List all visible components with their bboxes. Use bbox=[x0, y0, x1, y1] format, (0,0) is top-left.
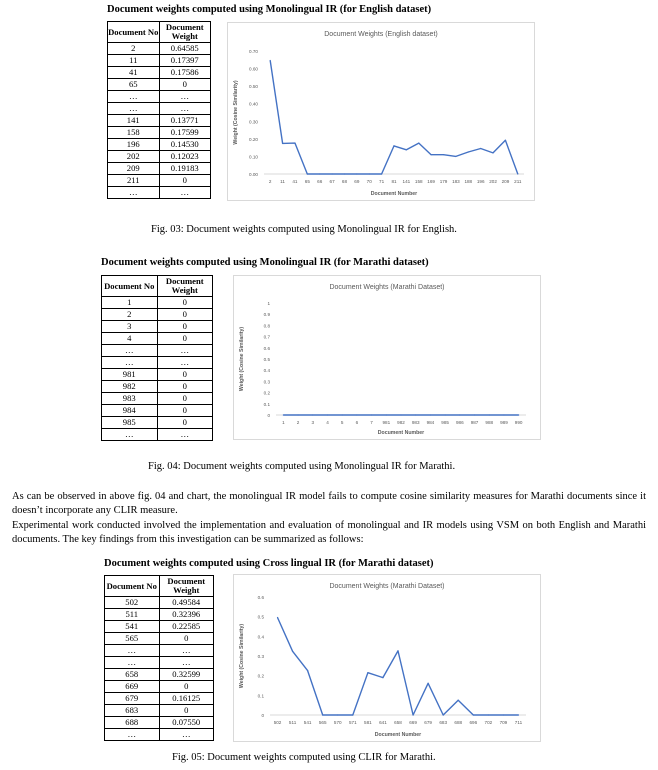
x-tick-label: 5 bbox=[340, 420, 344, 425]
table-row bbox=[108, 127, 211, 139]
table-row bbox=[102, 417, 213, 429]
doc-no-cell: 2 bbox=[102, 309, 158, 321]
doc-weight-cell: 0.17599 bbox=[159, 127, 211, 139]
table-row bbox=[105, 729, 214, 741]
x-tick-label: 202 bbox=[489, 179, 497, 184]
doc-weight-cell: 0.64585 bbox=[159, 43, 211, 55]
column-header-doc-no: Document No bbox=[108, 22, 160, 43]
doc-weight-cell: … bbox=[159, 103, 211, 115]
x-tick-label: 679 bbox=[424, 720, 432, 725]
x-tick-label: 541 bbox=[303, 720, 312, 725]
body-paragraph-1: As can be observed in above fig. 04 and chart, the monolingual IR model fails to compute cosine similarity measures for Marathi documents since it doesn’t incorporate any CLIR measure. bbox=[12, 491, 646, 516]
data-point bbox=[344, 173, 345, 174]
y-tick-label: 0.8 bbox=[263, 323, 270, 329]
doc-no-cell: 2 bbox=[108, 43, 160, 55]
fig3-section-title: Document weights computed using Monolingual IR (for English dataset) bbox=[107, 4, 432, 15]
data-point bbox=[518, 714, 519, 715]
data-point bbox=[518, 414, 519, 415]
y-tick-label: 0.6 bbox=[263, 345, 270, 351]
fig3-caption: Fig. 03: Document weights computed using Monolingual IR for English. bbox=[151, 224, 457, 235]
table-header-row bbox=[108, 22, 211, 43]
doc-weight-cell: 0 bbox=[159, 633, 214, 645]
table-row bbox=[105, 717, 214, 729]
y-tick-label: 0.5 bbox=[263, 357, 270, 362]
doc-weight-cell: 0 bbox=[157, 381, 213, 393]
data-point bbox=[294, 142, 295, 143]
doc-weight-cell: 0 bbox=[157, 393, 213, 405]
table-row bbox=[102, 357, 213, 369]
doc-weight-cell: 0 bbox=[157, 405, 213, 417]
y-tick-label: 0.50 bbox=[249, 84, 258, 90]
x-tick-label: 7 bbox=[370, 420, 373, 425]
doc-weight-cell: 0 bbox=[159, 705, 214, 717]
doc-no-cell: 502 bbox=[105, 597, 160, 609]
table-header-row bbox=[102, 276, 213, 297]
data-point bbox=[331, 173, 332, 174]
data-point bbox=[503, 714, 504, 715]
doc-weight-cell: … bbox=[159, 729, 214, 741]
doc-weight-cell: 0.16125 bbox=[159, 693, 214, 705]
x-tick-label: 81 bbox=[391, 179, 397, 184]
x-tick-label: 711 bbox=[514, 720, 523, 725]
x-tick-label: 69 bbox=[354, 179, 360, 184]
fig4-chart bbox=[233, 275, 541, 440]
x-tick-label: 683 bbox=[439, 720, 448, 725]
chart-title: Document Weights (Marathi Dataset) bbox=[329, 284, 445, 291]
column-header-doc-no: Document No bbox=[105, 576, 160, 597]
x-tick-label: 641 bbox=[379, 720, 387, 725]
doc-weight-cell: 0.17586 bbox=[159, 67, 211, 79]
x-tick-label: 209 bbox=[501, 179, 510, 184]
x-tick-label: 70 bbox=[366, 179, 372, 184]
y-tick-label: 0.20 bbox=[249, 136, 258, 142]
doc-no-cell: … bbox=[102, 429, 158, 441]
doc-no-cell: … bbox=[108, 91, 160, 103]
data-point bbox=[381, 173, 382, 174]
x-tick-label: 570 bbox=[333, 720, 342, 725]
x-tick-label: 68 bbox=[341, 179, 348, 184]
x-tick-label: 511 bbox=[288, 720, 297, 725]
table-row bbox=[108, 187, 211, 199]
data-line bbox=[278, 618, 519, 716]
data-point bbox=[468, 151, 469, 152]
table-row bbox=[105, 633, 214, 645]
data-point bbox=[342, 414, 343, 415]
y-tick-label: 0.5 bbox=[257, 614, 264, 620]
doc-no-cell: … bbox=[105, 645, 160, 657]
table-row bbox=[105, 693, 214, 705]
table-row bbox=[105, 597, 214, 609]
data-point bbox=[445, 414, 446, 415]
x-axis-title: Document Number bbox=[374, 732, 422, 738]
x-tick-label: 984 bbox=[426, 420, 435, 425]
y-tick-label: 0.2 bbox=[257, 673, 264, 679]
data-point bbox=[418, 142, 419, 143]
doc-no-cell: 4 bbox=[102, 333, 158, 345]
table-row bbox=[108, 67, 211, 79]
doc-no-cell: 211 bbox=[108, 175, 160, 187]
x-tick-label: 71 bbox=[379, 179, 385, 184]
fig4-section-title: Document weights computed using Monolingual IR (for Marathi dataset) bbox=[101, 257, 429, 268]
x-tick-label: 183 bbox=[452, 179, 460, 184]
doc-weight-cell: 0 bbox=[157, 417, 213, 429]
table-header-row bbox=[105, 576, 214, 597]
x-tick-label: 502 bbox=[273, 720, 282, 725]
y-tick-label: 0.2 bbox=[263, 390, 270, 396]
doc-no-cell: 511 bbox=[105, 609, 160, 621]
data-point bbox=[282, 143, 283, 144]
doc-weight-cell: … bbox=[157, 345, 213, 357]
chart-title: Document Weights (English dataset) bbox=[324, 31, 438, 38]
doc-no-cell: 1 bbox=[102, 297, 158, 309]
x-tick-label: 989 bbox=[500, 420, 508, 425]
y-tick-label: 1 bbox=[267, 301, 270, 306]
table-row bbox=[108, 91, 211, 103]
x-tick-label: 179 bbox=[439, 179, 448, 184]
x-tick-label: 696 bbox=[469, 720, 478, 725]
table-row bbox=[108, 175, 211, 187]
doc-weight-cell: 0 bbox=[157, 321, 213, 333]
y-axis-title: Weight (Cosine Similarity) bbox=[239, 326, 245, 392]
data-point bbox=[503, 414, 504, 415]
table-row bbox=[108, 55, 211, 67]
data-point bbox=[297, 414, 298, 415]
y-tick-label: 0.40 bbox=[249, 101, 258, 107]
data-point bbox=[382, 677, 383, 678]
fig5-section-title: Document weights computed using Cross lingual IR (for Marathi dataset) bbox=[104, 558, 434, 569]
doc-no-cell: … bbox=[105, 729, 160, 741]
x-tick-label: 141 bbox=[402, 179, 411, 184]
table-row bbox=[105, 705, 214, 717]
table-row bbox=[105, 657, 214, 669]
x-tick-label: 981 bbox=[382, 420, 391, 425]
x-tick-label: 669 bbox=[409, 720, 417, 725]
data-point bbox=[459, 414, 460, 415]
table-row bbox=[105, 621, 214, 633]
doc-weight-cell: 0.14530 bbox=[159, 139, 211, 151]
table-row bbox=[102, 321, 213, 333]
doc-weight-cell: … bbox=[159, 657, 214, 669]
x-tick-label: 688 bbox=[454, 720, 463, 725]
x-tick-label: 658 bbox=[394, 720, 402, 725]
table-row bbox=[102, 309, 213, 321]
doc-weight-cell: 0 bbox=[159, 175, 211, 187]
x-tick-label: 211 bbox=[514, 179, 522, 184]
doc-weight-cell: 0 bbox=[157, 369, 213, 381]
x-tick-label: 188 bbox=[464, 179, 473, 184]
data-point bbox=[277, 617, 278, 618]
doc-no-cell: 141 bbox=[108, 115, 160, 127]
doc-no-cell: 196 bbox=[108, 139, 160, 151]
doc-no-cell: 158 bbox=[108, 127, 160, 139]
data-point bbox=[406, 149, 407, 150]
data-point bbox=[492, 152, 493, 153]
doc-no-cell: 679 bbox=[105, 693, 160, 705]
doc-weight-cell: 0 bbox=[159, 681, 214, 693]
doc-no-cell: 683 bbox=[105, 705, 160, 717]
data-point bbox=[400, 414, 401, 415]
doc-weight-cell: … bbox=[157, 429, 213, 441]
data-point bbox=[307, 173, 308, 174]
x-tick-label: 11 bbox=[280, 179, 285, 184]
doc-no-cell: 209 bbox=[108, 163, 160, 175]
y-tick-label: 0.6 bbox=[257, 595, 264, 600]
data-point bbox=[473, 714, 474, 715]
data-point bbox=[443, 714, 444, 715]
data-point bbox=[480, 148, 481, 149]
doc-weight-cell: 0 bbox=[157, 297, 213, 309]
table-row bbox=[105, 609, 214, 621]
x-tick-label: 41 bbox=[292, 179, 298, 184]
x-tick-label: 988 bbox=[485, 420, 494, 425]
data-point bbox=[369, 173, 370, 174]
data-point bbox=[352, 714, 353, 715]
fig4-weights-table bbox=[101, 275, 213, 441]
y-tick-label: 0.1 bbox=[263, 401, 270, 407]
data-point bbox=[292, 651, 293, 652]
doc-no-cell: 688 bbox=[105, 717, 160, 729]
y-tick-label: 0.60 bbox=[249, 66, 258, 72]
data-point bbox=[312, 414, 313, 415]
y-tick-label: 0.7 bbox=[263, 334, 270, 340]
fig5-caption: Fig. 05: Document weights computed using CLIR for Marathi. bbox=[172, 752, 436, 763]
data-point bbox=[458, 700, 459, 701]
fig5-chart bbox=[233, 574, 541, 742]
table-row bbox=[102, 297, 213, 309]
doc-no-cell: … bbox=[102, 357, 158, 369]
y-tick-label: 0.4 bbox=[263, 368, 270, 374]
x-tick-label: 4 bbox=[326, 420, 329, 425]
y-tick-label: 0.4 bbox=[257, 634, 264, 640]
data-point bbox=[270, 60, 271, 61]
data-point bbox=[367, 672, 368, 673]
doc-weight-cell: 0.32599 bbox=[159, 669, 214, 681]
doc-no-cell: 3 bbox=[102, 321, 158, 333]
x-tick-label: 986 bbox=[455, 420, 464, 425]
table-row bbox=[102, 369, 213, 381]
table-row bbox=[102, 405, 213, 417]
column-header-doc-weight: Document Weight bbox=[159, 576, 214, 597]
table-row bbox=[102, 381, 213, 393]
doc-weight-cell: 0.12023 bbox=[159, 151, 211, 163]
x-axis-title: Document Number bbox=[370, 191, 418, 197]
data-point bbox=[428, 683, 429, 684]
table-row bbox=[108, 115, 211, 127]
data-point bbox=[474, 414, 475, 415]
chart-title: Document Weights (Marathi Dataset) bbox=[329, 583, 445, 590]
data-point bbox=[443, 154, 444, 155]
x-tick-label: 66 bbox=[317, 179, 323, 184]
data-point bbox=[455, 156, 456, 157]
x-tick-label: 565 bbox=[318, 720, 327, 725]
x-tick-label: 158 bbox=[414, 179, 423, 184]
data-point bbox=[319, 173, 320, 174]
doc-no-cell: 984 bbox=[102, 405, 158, 417]
y-tick-label: 0.10 bbox=[249, 154, 258, 160]
doc-no-cell: … bbox=[108, 103, 160, 115]
data-point bbox=[505, 140, 506, 141]
y-tick-label: 0.3 bbox=[263, 379, 270, 385]
doc-no-cell: 11 bbox=[108, 55, 160, 67]
fig3-weights-table bbox=[107, 21, 211, 199]
data-point bbox=[337, 714, 338, 715]
y-tick-label: 0.9 bbox=[263, 312, 270, 318]
doc-no-cell: 658 bbox=[105, 669, 160, 681]
table-row bbox=[105, 681, 214, 693]
data-point bbox=[489, 414, 490, 415]
y-tick-label: 0.1 bbox=[257, 693, 264, 699]
doc-no-cell: 983 bbox=[102, 393, 158, 405]
doc-weight-cell: … bbox=[159, 187, 211, 199]
table-row bbox=[108, 79, 211, 91]
doc-no-cell: 41 bbox=[108, 67, 160, 79]
doc-no-cell: 202 bbox=[108, 151, 160, 163]
table-row bbox=[102, 345, 213, 357]
x-tick-label: 2 bbox=[296, 420, 300, 425]
table-row bbox=[105, 645, 214, 657]
table-row bbox=[105, 669, 214, 681]
data-point bbox=[412, 714, 413, 715]
fig5-weights-table bbox=[104, 575, 214, 741]
data-point bbox=[431, 154, 432, 155]
x-tick-label: 702 bbox=[484, 720, 493, 725]
data-point bbox=[393, 145, 394, 146]
table-row bbox=[108, 163, 211, 175]
data-point bbox=[371, 414, 372, 415]
y-tick-label: 0.30 bbox=[249, 119, 258, 125]
doc-weight-cell: 0.13771 bbox=[159, 115, 211, 127]
y-tick-label: 0.70 bbox=[249, 49, 258, 54]
doc-no-cell: … bbox=[102, 345, 158, 357]
doc-weight-cell: 0.19183 bbox=[159, 163, 211, 175]
table-row bbox=[108, 43, 211, 55]
x-tick-label: 1 bbox=[282, 420, 285, 425]
x-tick-label: 6 bbox=[355, 420, 359, 425]
body-paragraph-2: Experimental work conducted involved the implementation and evaluation of monolingual and IR models using VSM on both English and Marathi documents. The key findings from this investigation can be summarized as follows: bbox=[12, 520, 646, 545]
doc-weight-cell: 0.32396 bbox=[159, 609, 214, 621]
doc-weight-cell: 0 bbox=[159, 79, 211, 91]
fig4-line-chart bbox=[234, 276, 540, 439]
x-tick-label: 983 bbox=[411, 420, 420, 425]
x-tick-label: 169 bbox=[427, 179, 435, 184]
data-point bbox=[356, 173, 357, 174]
data-point bbox=[386, 414, 387, 415]
doc-weight-cell: 0.17397 bbox=[159, 55, 211, 67]
table-row bbox=[108, 151, 211, 163]
column-header-doc-weight: Document Weight bbox=[159, 22, 211, 43]
x-tick-label: 581 bbox=[364, 720, 372, 725]
data-point bbox=[430, 414, 431, 415]
y-tick-label: 0.3 bbox=[257, 654, 264, 659]
doc-no-cell: 981 bbox=[102, 369, 158, 381]
data-point bbox=[356, 414, 357, 415]
x-tick-label: 67 bbox=[329, 179, 335, 184]
table-row bbox=[102, 429, 213, 441]
doc-no-cell: 565 bbox=[105, 633, 160, 645]
x-tick-label: 982 bbox=[397, 420, 405, 425]
table-row bbox=[108, 103, 211, 115]
doc-weight-cell: 0.22585 bbox=[159, 621, 214, 633]
fig4-caption: Fig. 04: Document weights computed using Monolingual IR for Marathi. bbox=[148, 461, 456, 472]
data-point bbox=[397, 650, 398, 651]
doc-no-cell: 985 bbox=[102, 417, 158, 429]
doc-no-cell: … bbox=[105, 657, 160, 669]
doc-no-cell: … bbox=[108, 187, 160, 199]
table-row bbox=[108, 139, 211, 151]
doc-weight-cell: … bbox=[159, 645, 214, 657]
y-axis-title: Weight (Cosine Similarity) bbox=[239, 623, 245, 689]
data-point bbox=[307, 670, 308, 671]
fig5-line-chart bbox=[234, 575, 540, 741]
doc-weight-cell: 0.07550 bbox=[159, 717, 214, 729]
x-tick-label: 571 bbox=[348, 720, 357, 725]
doc-no-cell: 65 bbox=[108, 79, 160, 91]
x-tick-label: 990 bbox=[514, 420, 523, 425]
x-tick-label: 65 bbox=[304, 179, 310, 184]
doc-weight-cell: 0 bbox=[157, 309, 213, 321]
column-header-doc-weight: Document Weight bbox=[157, 276, 213, 297]
x-tick-label: 985 bbox=[441, 420, 449, 425]
x-tick-label: 3 bbox=[311, 420, 315, 425]
column-header-doc-no: Document No bbox=[102, 276, 158, 297]
data-point bbox=[322, 714, 323, 715]
x-tick-label: 987 bbox=[470, 420, 479, 425]
x-tick-label: 2 bbox=[268, 179, 272, 184]
doc-no-cell: 669 bbox=[105, 681, 160, 693]
fig3-line-chart bbox=[228, 23, 534, 200]
doc-weight-cell: 0 bbox=[157, 333, 213, 345]
doc-no-cell: 982 bbox=[102, 381, 158, 393]
data-point bbox=[517, 173, 518, 174]
y-tick-label: 0.00 bbox=[249, 172, 258, 177]
y-tick-label: 0 bbox=[261, 713, 264, 718]
data-point bbox=[415, 414, 416, 415]
doc-no-cell: 541 bbox=[105, 621, 160, 633]
table-row bbox=[102, 393, 213, 405]
data-line bbox=[270, 61, 518, 175]
data-point bbox=[327, 414, 328, 415]
x-axis-title: Document Number bbox=[377, 430, 425, 436]
data-point bbox=[488, 714, 489, 715]
doc-weight-cell: … bbox=[157, 357, 213, 369]
x-tick-label: 196 bbox=[476, 179, 485, 184]
doc-weight-cell: … bbox=[159, 91, 211, 103]
table-row bbox=[102, 333, 213, 345]
x-tick-label: 709 bbox=[499, 720, 508, 725]
y-tick-label: 0 bbox=[267, 413, 270, 418]
y-axis-title: Weight (Cosine Similarity) bbox=[233, 80, 239, 145]
fig3-chart bbox=[227, 22, 535, 201]
doc-weight-cell: 0.49584 bbox=[159, 597, 214, 609]
data-point bbox=[283, 414, 284, 415]
